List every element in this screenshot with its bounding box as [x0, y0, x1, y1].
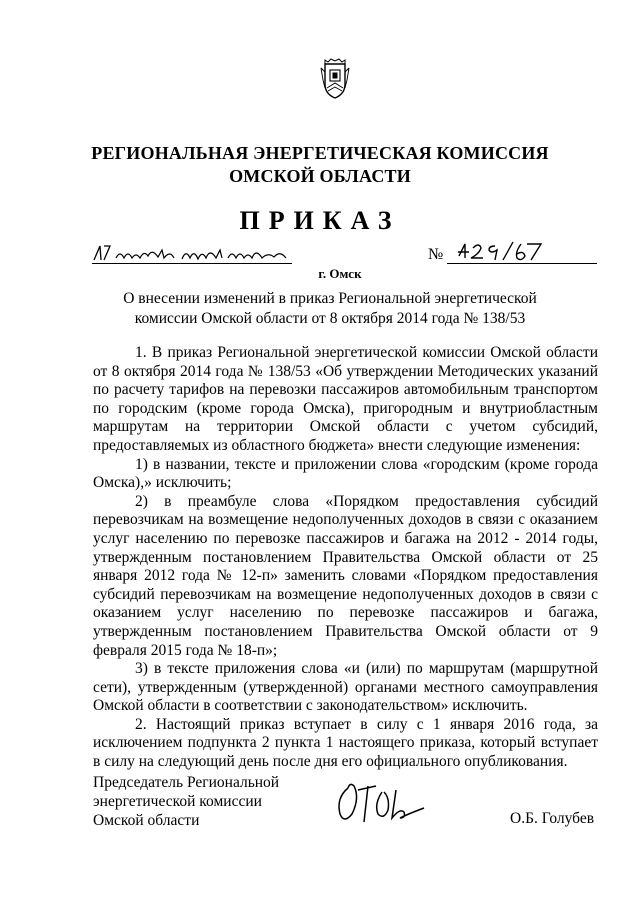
organization-name-line2: ОМСКОЙ ОБЛАСТИ — [229, 166, 411, 186]
number-underline — [447, 263, 597, 264]
document-subject — [110, 289, 550, 329]
handwritten-number — [455, 238, 545, 266]
coat-of-arms-icon — [319, 58, 351, 100]
city-label: г. Омск — [318, 266, 362, 281]
signatory-title — [93, 773, 279, 830]
subject-line2: комиссии Омской области от 8 октября 2014 года № 138/53 — [134, 310, 526, 327]
date-underline — [92, 263, 292, 264]
handwritten-signature — [330, 778, 426, 828]
document-body — [93, 344, 598, 772]
signatory-title-line3: Омской области — [93, 812, 200, 829]
document-title: ПРИКАЗ — [239, 206, 401, 235]
body-paragraph-5: 2. Настоящий приказ вступает в силу с 1 января 2016 года, за исключением подпункта 2 пункта 1 настоящего приказа, который вступает в силу на следующий день после дня его официального опубликования. — [93, 715, 598, 771]
signatory-title-line1: Председатель Региональной — [93, 774, 280, 791]
signatory-title-line2: энергетической комиссии — [93, 793, 262, 810]
body-paragraph-4: 3) в тексте приложения слова «и (или) по маршрутам (маршрутной сети), утвержденным (утвержденной) органами местного самоуправления Омской области в соответствии с законодательством» исключить. — [93, 660, 598, 715]
body-paragraph-1: 1. В приказ Региональной энергетической комиссии Омской области от 8 октября 2014 года № 138/53 «Об утверждении Методических указаний по расчету тарифов на перевозки пассажиров автомобильным транспортом по городским (кроме города Омска), пригородным и внутриобластным маршрутам на территории Омской области с учетом субсидий, предоставляемых из областного бюджета» внести следующие изменения: — [93, 344, 598, 454]
organization-name-line1: РЕГИОНАЛЬНАЯ ЭНЕРГЕТИЧЕСКАЯ КОМИССИЯ — [91, 143, 549, 163]
signatory-name: О.Б. Голубев — [510, 810, 595, 827]
subject-line1: О внесении изменений в приказ Региональной энергетической — [123, 290, 537, 307]
number-label: № — [428, 246, 444, 263]
body-paragraph-3: 2) в преамбуле слова «Порядком предоставления субсидий перевозчикам на возмещение недополученных доходов в связи с оказанием услуг населению по перевозке пассажиров и багажа на 2012 - 2014 годы, утвержденным постановлением Правительства Омской области от 25 января 2012 года № 12-п» заменить словами «Порядком предоставления субсидий перевозчикам на возмещение недополученных доходов в связи с оказанием услуг населению по перевозке пассажиров и багажа, утвержденным постановлением Правительства Омской области от 9 февраля 2015 года № 18-п»; — [93, 492, 598, 659]
body-paragraph-2: 1) в названии, тексте и приложении слова «городским (кроме города Омска),» исключить; — [93, 455, 598, 492]
